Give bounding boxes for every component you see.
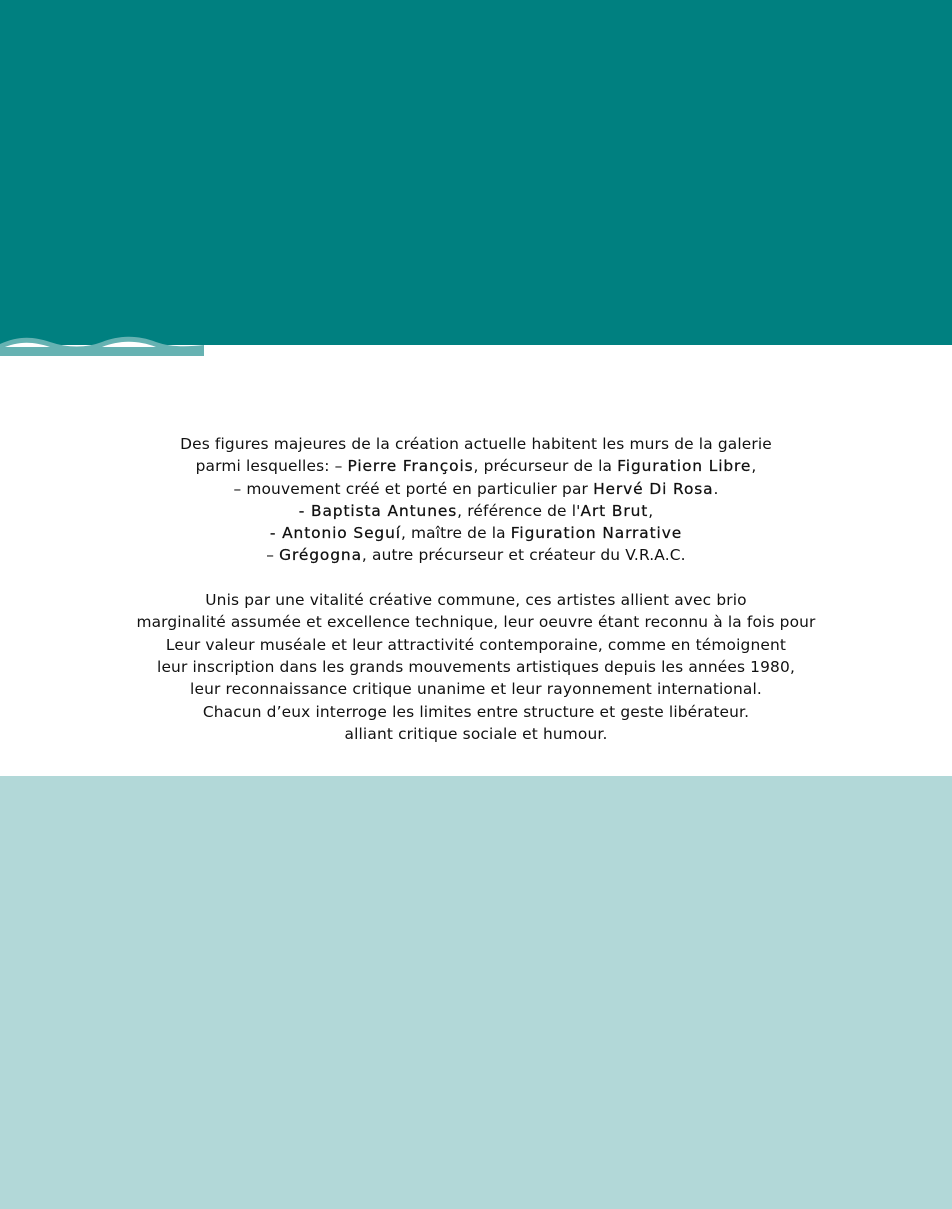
wave-decoration (0, 330, 204, 358)
intro-line (60, 455, 892, 477)
intro-text: parmi lesquelles: – (195, 457, 348, 476)
intro-line (60, 433, 892, 455)
body-line: marginalité assumée et excellence technique, leur oeuvre étant reconnu à la fois pour (136, 613, 816, 632)
gallery-text (60, 433, 892, 745)
bottom-light-teal-band (0, 776, 952, 1209)
intro-paragraph (60, 433, 892, 567)
body-line: leur reconnaissance critique unanime et leur rayonnement international. (190, 680, 762, 699)
intro-text: – mouvement créé et porté en particulier par (233, 479, 594, 498)
intro-text: , maître de la (400, 524, 511, 543)
movement-name: Figuration Narrative (510, 524, 683, 543)
body-line: Leur valeur muséale et leur attractivité contemporaine, comme en témoignent (165, 635, 787, 654)
intro-text: . (713, 479, 719, 498)
movement-name: Figuration Libre (617, 457, 752, 476)
intro-line (60, 544, 892, 566)
intro-text: , (751, 457, 757, 476)
intro-line (60, 500, 892, 522)
body-paragraph (60, 589, 892, 745)
intro-line (60, 522, 892, 544)
body-line: alliant critique sociale et humour. (344, 724, 608, 743)
intro-text: , autre précurseur et créateur du V.R.A.C. (361, 546, 686, 565)
artist-name: - Antonio Seguí (269, 524, 401, 543)
body-line: Chacun d’eux interroge les limites entre structure et geste libérateur. (202, 702, 750, 721)
top-teal-band (0, 0, 952, 345)
artist-name: Grégogna (279, 546, 362, 565)
intro-text: , (648, 501, 654, 520)
movement-name: Art Brut (580, 501, 649, 520)
artist-name: Pierre François (347, 457, 474, 476)
intro-text: – (266, 546, 280, 565)
artist-name: - Baptista Antunes (298, 501, 458, 520)
body-line: Unis par une vitalité créative commune, ces artistes allient avec brio (205, 591, 747, 610)
intro-text: , référence de l' (457, 501, 581, 520)
intro-text: , précurseur de la (473, 457, 618, 476)
intro-text: Des figures majeures de la création actuelle habitent les murs de la galerie (180, 435, 772, 453)
body-line: leur inscription dans les grands mouvements artistiques depuis les années 1980, (157, 657, 795, 676)
artist-name: Hervé Di Rosa (593, 479, 714, 498)
intro-line (60, 478, 892, 500)
